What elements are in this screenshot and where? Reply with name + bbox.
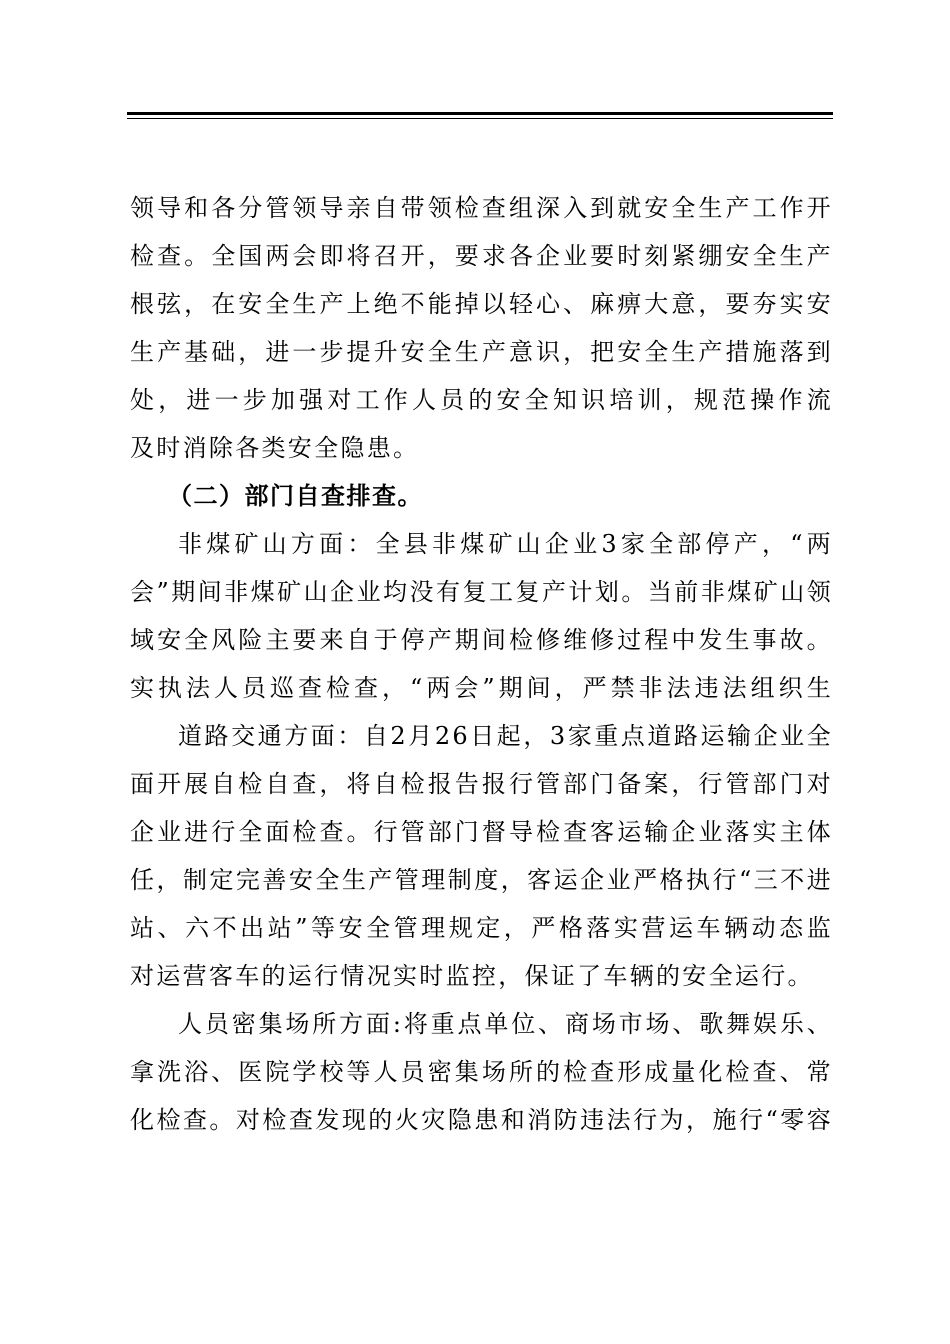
text-line: 拿洗浴、医院学校等人员密集场所的检查形成量化检查、常 [130, 1058, 833, 1086]
section-heading [130, 472, 833, 520]
paragraph-continuation [130, 184, 833, 472]
text-line: 任，制定完善安全生产管理制度，客运企业严格执行“三不进 [130, 866, 833, 894]
text-line: 对运营客车的运行情况实时监控，保证了车辆的安全运行。 [130, 962, 814, 990]
text-line: 非煤矿山方面：全县非煤矿山企业3家全部停产，“两 [178, 530, 833, 558]
paragraph-non-coal-mines [130, 520, 833, 712]
heading-text: （二）部门自查排查。 [168, 481, 423, 510]
text-line: 道路交通方面：自2月26日起，3家重点道路运输企业全 [178, 722, 833, 750]
text-line: 领导和各分管领导亲自带领检查组深入到就安全生产工作开 [130, 194, 833, 222]
text-line: 人员密集场所方面:将重点单位、商场市场、歌舞娱乐、 [178, 1010, 833, 1038]
header-rule-thin [127, 118, 833, 119]
text-line: 实执法人员巡查检查，“两会”期间，严禁非法违法组织生 [130, 674, 833, 702]
text-line: 检查。全国两会即将召开，要求各企业要时刻紧绷安全生产 [130, 242, 833, 270]
paragraph-road-traffic [130, 712, 833, 1000]
text-line: 处，进一步加强对工作人员的安全知识培训，规范操作流 [130, 386, 833, 414]
text-line: 及时消除各类安全隐患。 [130, 434, 420, 462]
document-body [130, 184, 833, 1144]
text-line: 会”期间非煤矿山企业均没有复工复产计划。当前非煤矿山领 [130, 578, 833, 606]
paragraph-crowded-places [130, 1000, 833, 1144]
text-line: 域安全风险主要来自于停产期间检修维修过程中发生事故。 [130, 626, 833, 654]
text-line: 站、六不出站”等安全管理规定，严格落实营运车辆动态监 [130, 914, 833, 942]
text-line: 化检查。对检查发现的火灾隐患和消防违法行为，施行“零容 [130, 1106, 833, 1134]
text-line: 企业进行全面检查。行管部门督导检查客运输企业落实主体 [130, 818, 833, 846]
text-line: 根弦，在安全生产上绝不能掉以轻心、麻痹大意，要夯实安 [130, 290, 833, 318]
text-line: 生产基础，进一步提升安全生产意识，把安全生产措施落到 [130, 338, 833, 366]
header-rule-thick [127, 112, 833, 115]
text-line: 面开展自检自查，将自检报告报行管部门备案，行管部门对 [130, 770, 833, 798]
